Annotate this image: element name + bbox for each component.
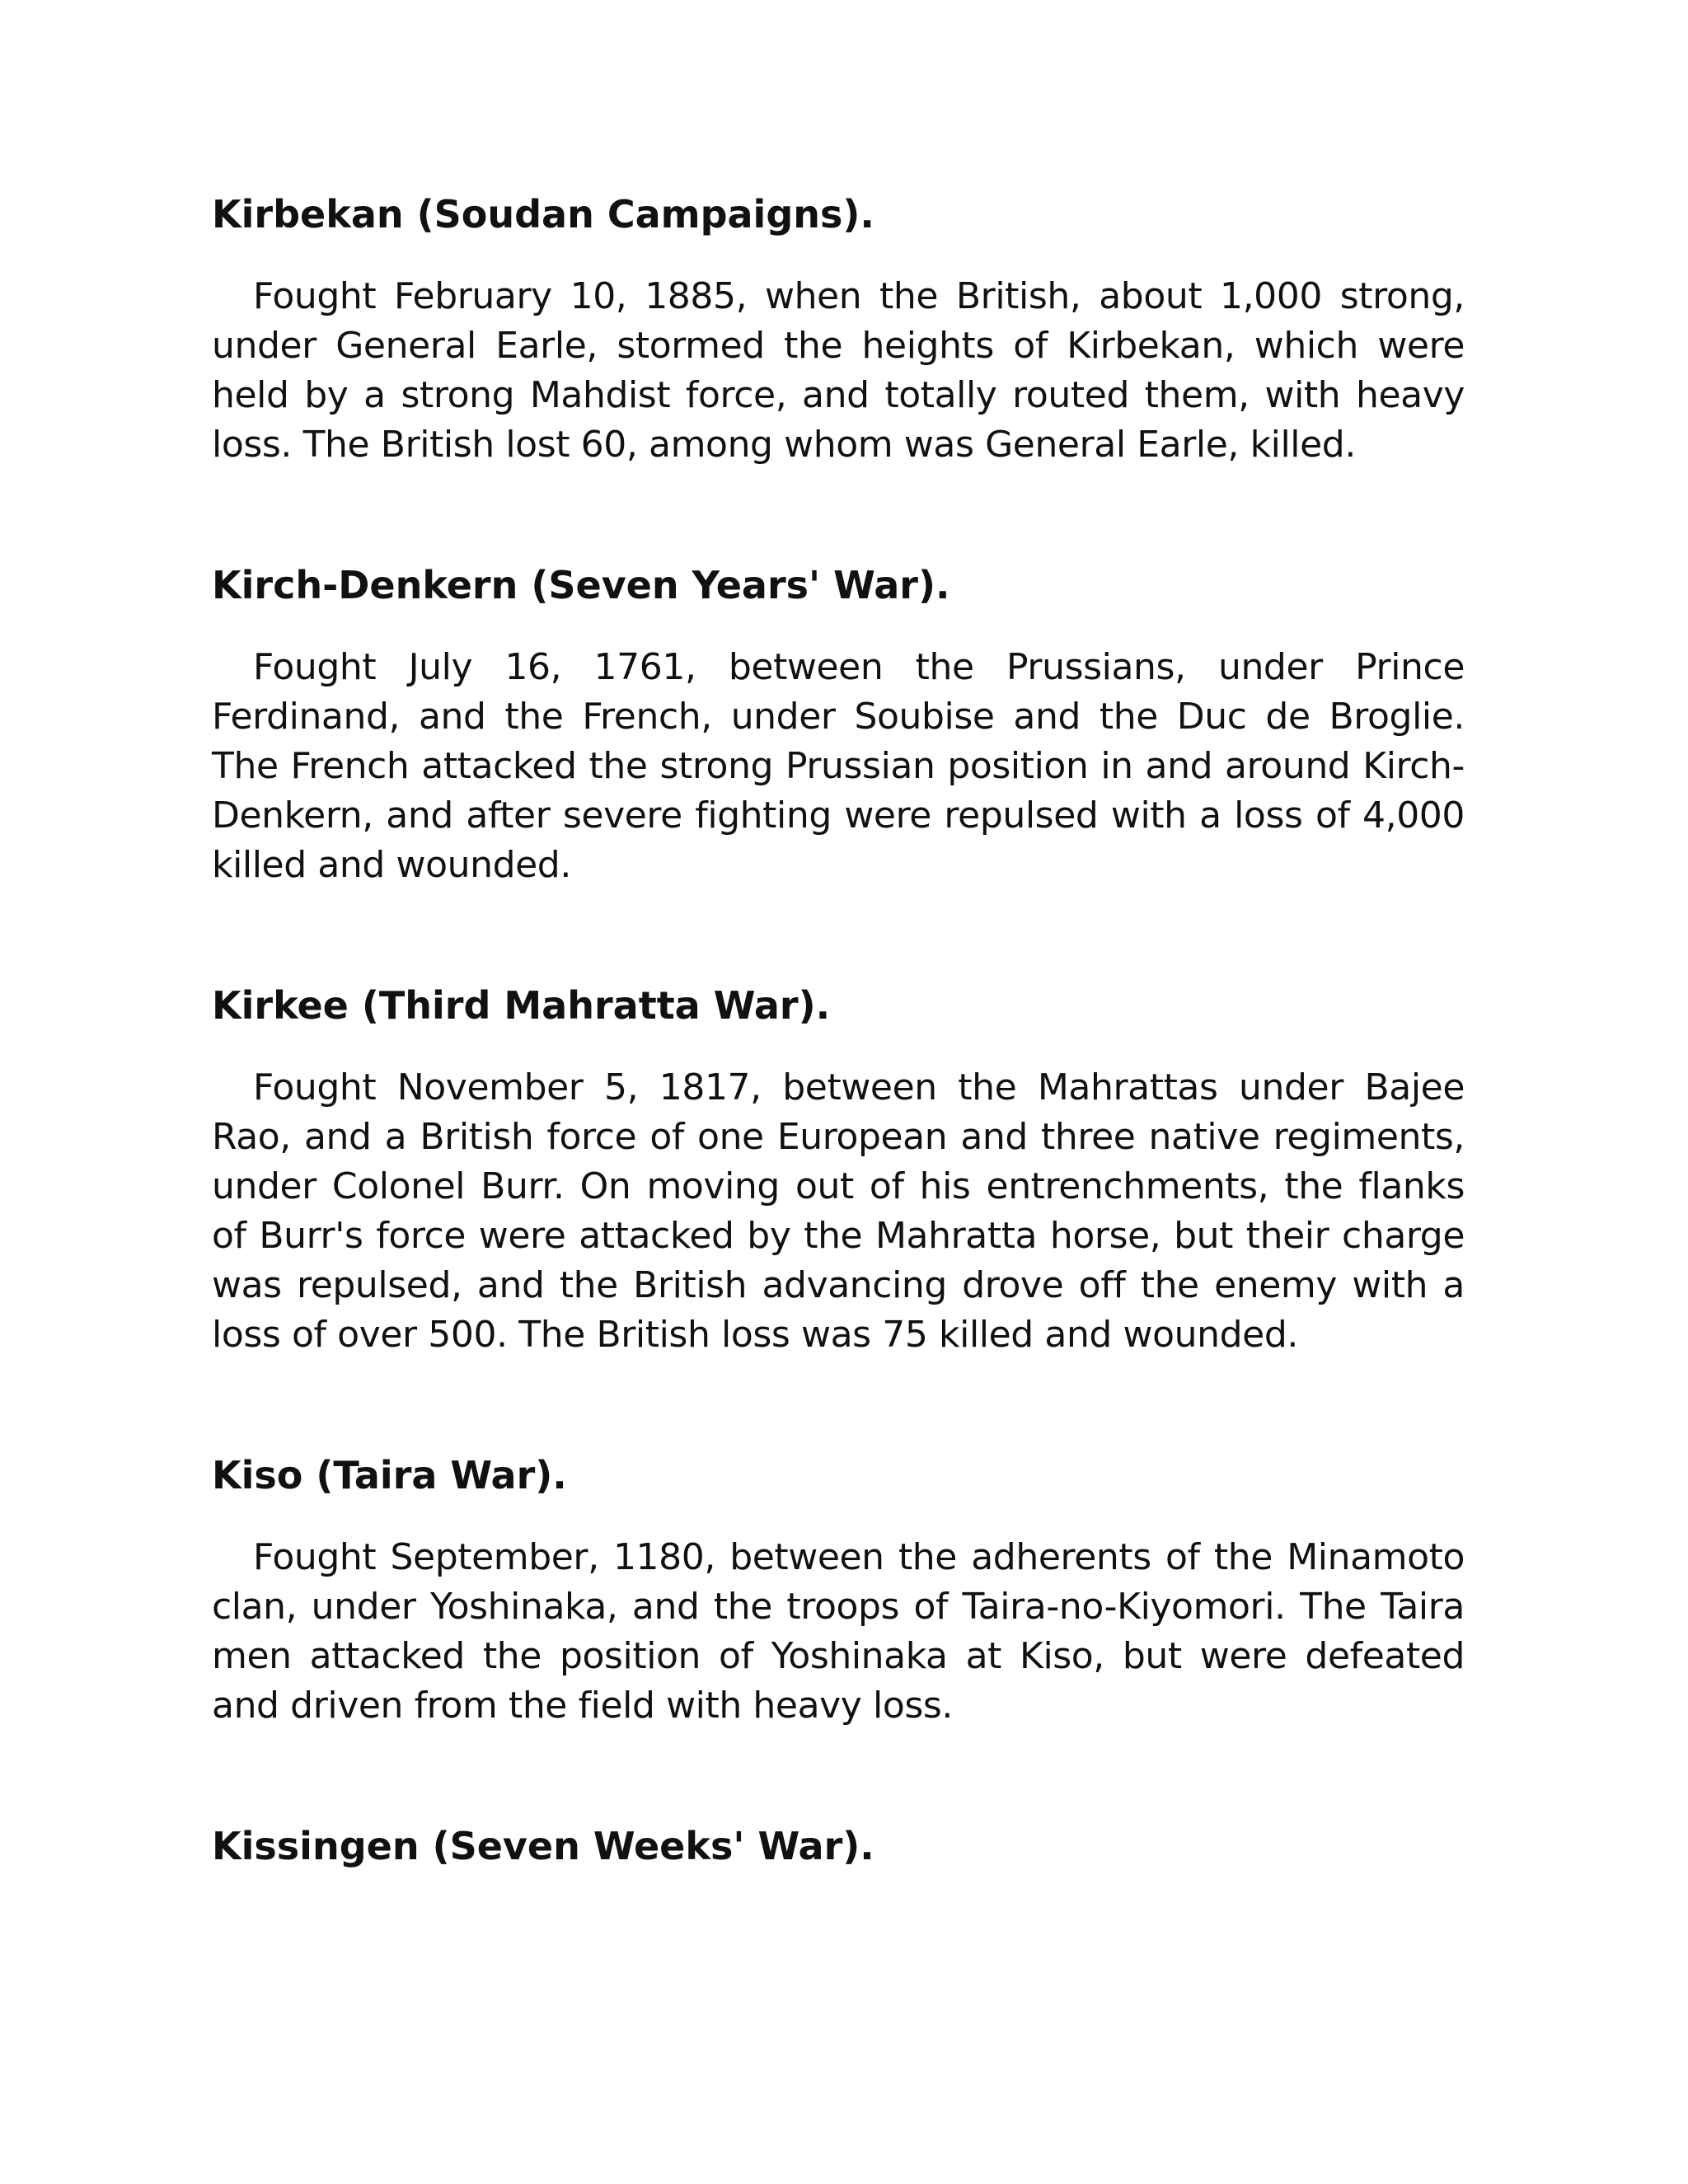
entry-heading: Kiso (Taira War). (212, 1453, 567, 1497)
entry-kirbekan (212, 190, 1465, 470)
entry-heading: Kirkee (Third Mahratta War). (212, 983, 831, 1028)
entry-body: Fought November 5, 1817, between the Mahrattas under Bajee Rao, and a British force of one European and three native regiments, under Colonel Burr. On moving out of his entrenchments, the flanks of Burr's force were attacked by the Mahratta horse, but their charge was repulsed, and the British advancing drove off the enemy with a loss of over 500. The British loss was 75 killed and wounded. (212, 1066, 1465, 1356)
entry-heading: Kirch-Denkern (Seven Years' War). (212, 563, 950, 607)
entry-heading: Kissingen (Seven Weeks' War). (212, 1824, 874, 1868)
entry-kirch-denkern (212, 560, 1465, 890)
entry-body: Fought February 10, 1885, when the British, about 1,000 strong, under General Earle, stormed the heights of Kirbekan, which were held by a strong Mahdist force, and totally routed them, with heavy loss. The British lost 60, among whom was General Earle, killed. (212, 275, 1465, 466)
entry-kissingen (212, 1821, 1465, 1871)
entry-kirkee (212, 981, 1465, 1360)
entry-body: Fought September, 1180, between the adherents of the Minamoto clan, under Yoshinaka, and the troops of Taira-no-Kiyomori. The Taira men attacked the position of Yoshinaka at Kiso, but were defeated and driven from the field with heavy loss. (212, 1536, 1465, 1727)
entry-body: Fought July 16, 1761, between the Prussians, under Prince Ferdinand, and the French, under Soubise and the Duc de Broglie. The French attacked the strong Prussian position in and around Kirch-Denkern, and after severe fighting were repulsed with a loss of 4,000 killed and wounded. (212, 646, 1465, 886)
entry-heading: Kirbekan (Soudan Campaigns). (212, 192, 874, 237)
document-page (212, 190, 1465, 1904)
entry-kiso (212, 1451, 1465, 1731)
